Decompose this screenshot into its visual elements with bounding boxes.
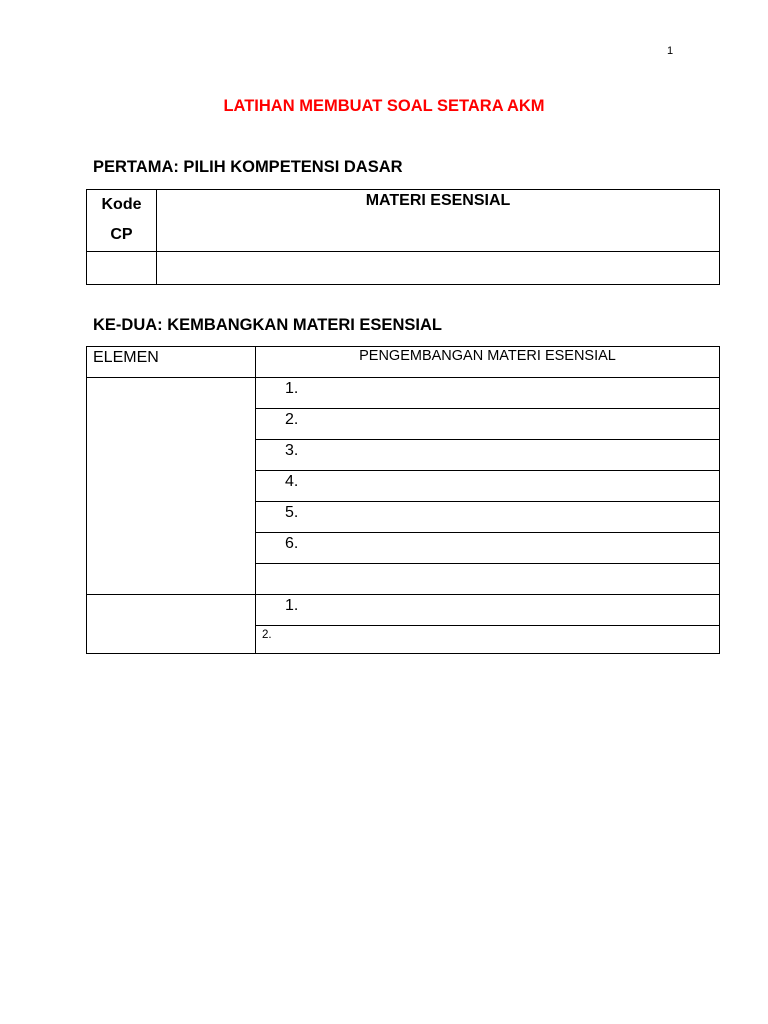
list-item[interactable]: 2. — [256, 409, 720, 440]
materi-esensial-header: MATERI ESENSIAL — [157, 190, 720, 252]
list-item[interactable]: 1. — [256, 595, 720, 626]
elemen-cell-2[interactable] — [87, 595, 256, 654]
table-header-row — [87, 190, 720, 252]
cp-label: CP — [110, 226, 133, 243]
list-item[interactable]: 3. — [256, 440, 720, 471]
section-heading-pertama: PERTAMA: PILIH KOMPETENSI DASAR — [93, 158, 403, 176]
pengembangan-header: PENGEMBANGAN MATERI ESENSIAL — [256, 347, 720, 378]
kompetensi-table — [86, 189, 720, 285]
document-title: LATIHAN MEMBUAT SOAL SETARA AKM — [223, 97, 545, 115]
kode-label: Kode — [101, 196, 142, 213]
list-item[interactable]: 1. — [256, 378, 720, 409]
list-item[interactable]: 6. — [256, 533, 720, 564]
table-header-row — [87, 347, 720, 378]
list-item[interactable] — [256, 564, 720, 595]
table-row — [87, 252, 720, 285]
list-item[interactable]: 2. — [256, 626, 720, 654]
table-row — [87, 595, 720, 626]
pengembangan-table — [86, 346, 720, 654]
elemen-header: ELEMEN — [87, 347, 256, 378]
kode-cp-header — [87, 190, 157, 252]
table-row — [87, 378, 720, 409]
page-number: 1 — [667, 45, 674, 57]
kode-cp-cell[interactable] — [87, 252, 157, 285]
materi-esensial-cell[interactable] — [157, 252, 720, 285]
elemen-cell-1[interactable] — [87, 378, 256, 595]
list-item[interactable]: 4. — [256, 471, 720, 502]
list-item[interactable]: 5. — [256, 502, 720, 533]
section-heading-ke-dua: KE-DUA: KEMBANGKAN MATERI ESENSIAL — [93, 316, 442, 334]
